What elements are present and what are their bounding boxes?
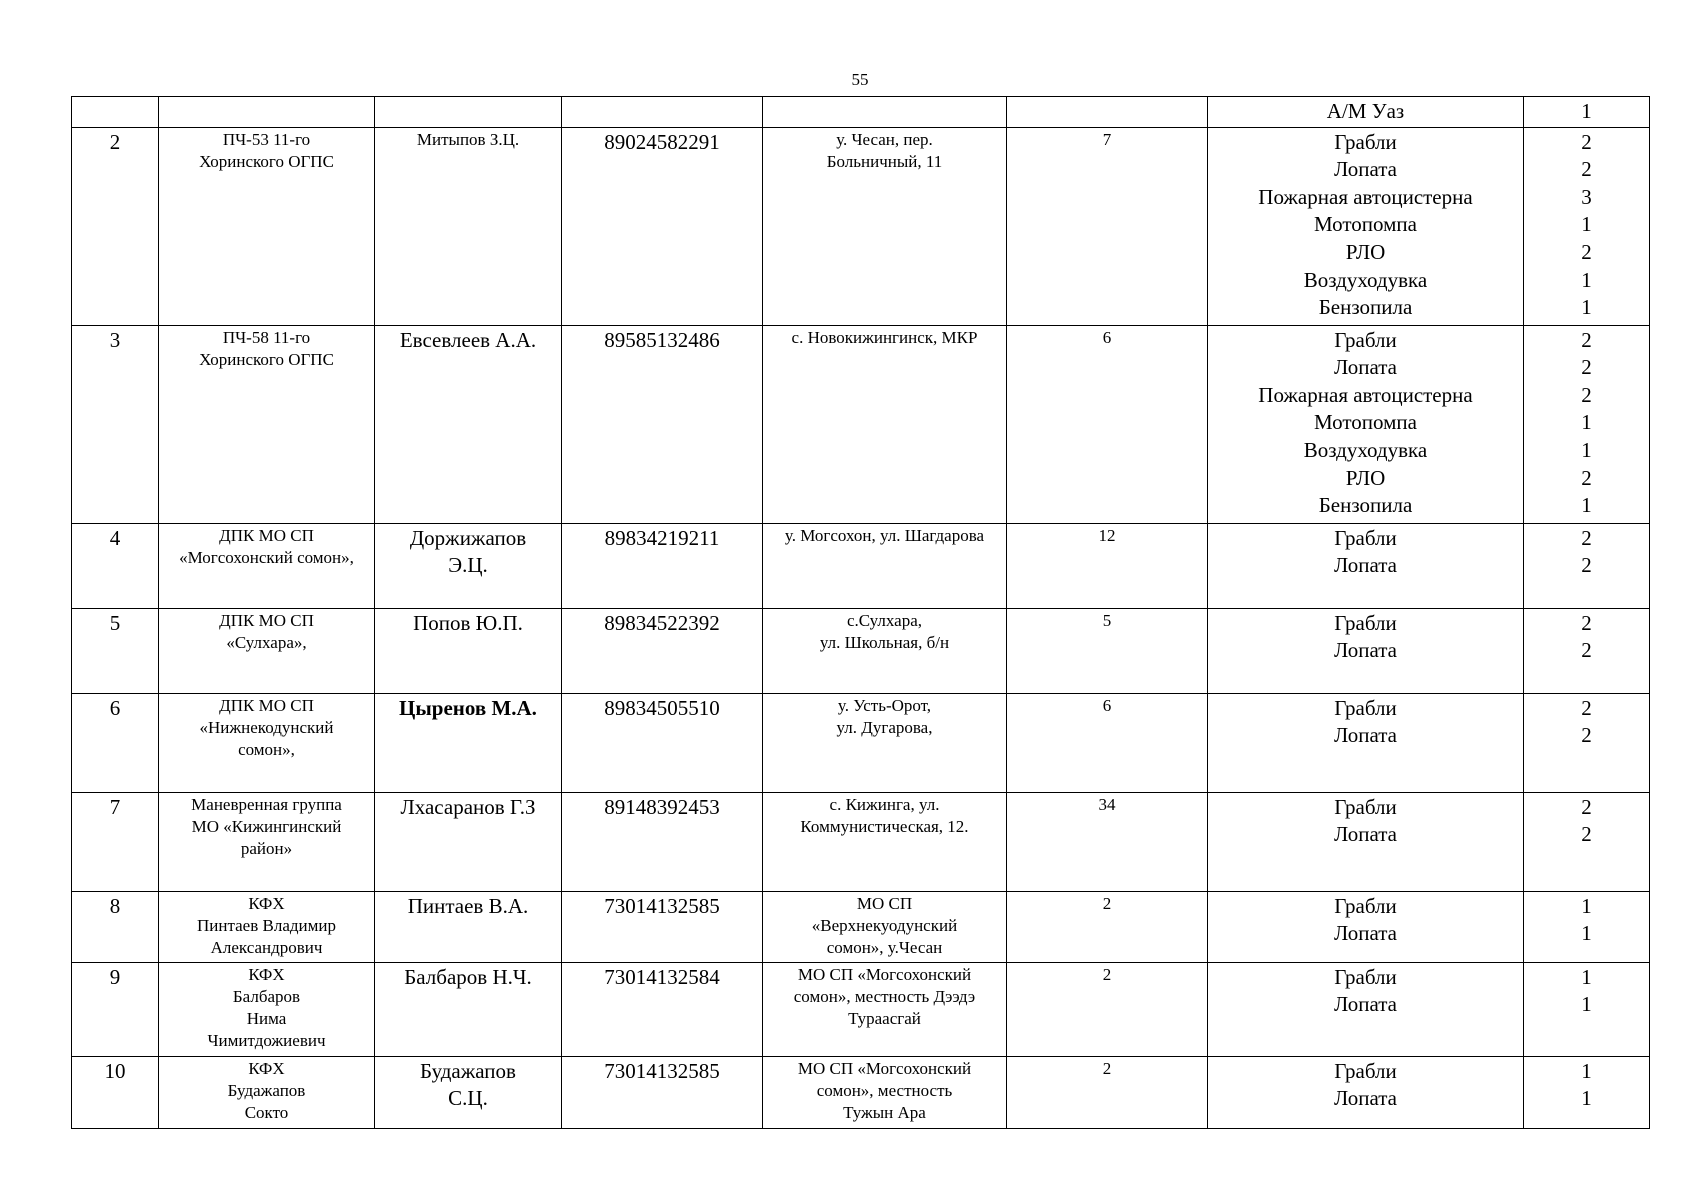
organization-cell <box>159 1056 375 1128</box>
phone-number: 73014132585 <box>604 893 720 918</box>
personnel-count-cell <box>1007 523 1208 608</box>
responsible-name: Э.Ц. <box>448 552 488 577</box>
organization-line: Хоринского ОГПС <box>199 349 334 369</box>
responsible-name: Будажапов <box>420 1058 516 1083</box>
organization-line: Пинтаев Владимир <box>197 915 336 935</box>
table-body <box>72 97 1650 1129</box>
row-number-cell <box>72 891 159 962</box>
equipment-name: РЛО <box>1345 465 1386 490</box>
organization-line: ПЧ-53 11-го <box>222 129 311 149</box>
organization-line: район» <box>240 838 293 858</box>
table-row <box>72 127 1650 325</box>
equipment-name: Лопата <box>1334 638 1397 663</box>
address-cell <box>763 962 1007 1056</box>
equipment-name: Лопата <box>1334 822 1397 847</box>
organization-line: ПЧ-58 11-го <box>222 327 311 347</box>
organization-line: Чимитдожиевич <box>207 1030 326 1050</box>
equipment-quantity: 1 <box>1581 1086 1592 1111</box>
personnel-count: 34 <box>1098 794 1116 814</box>
equipment-name: Грабли <box>1334 129 1397 154</box>
personnel-count-cell <box>1007 693 1208 792</box>
row-number-cell <box>72 523 159 608</box>
address-line: МО СП <box>856 893 913 913</box>
address-line: с. Новокижингинск, МКР <box>791 327 978 347</box>
organization-cell <box>159 127 375 325</box>
address-line: сомон», местность <box>816 1080 953 1100</box>
equipment-quantity: 2 <box>1581 129 1592 154</box>
equipment-quantity: 1 <box>1581 493 1592 518</box>
resources-table <box>71 96 1650 1129</box>
equipment-name: Грабли <box>1334 893 1397 918</box>
organization-line: «Нижнекодунский <box>199 717 334 737</box>
personnel-count-cell <box>1007 1056 1208 1128</box>
phone-cell <box>562 523 763 608</box>
personnel-count-cell <box>1007 891 1208 962</box>
responsible-cell <box>375 1056 562 1128</box>
phone-cell <box>562 97 763 128</box>
equipment-quantity: 2 <box>1581 525 1592 550</box>
table-row <box>72 523 1650 608</box>
responsible-cell <box>375 792 562 891</box>
responsible-name: Балбаров Н.Ч. <box>404 964 532 989</box>
equipment-name: Грабли <box>1334 695 1397 720</box>
equipment-quantity: 1 <box>1581 1058 1592 1083</box>
responsible-name: Пинтаев В.А. <box>407 893 529 918</box>
equipment-cell <box>1208 127 1524 325</box>
responsible-name: Митыпов З.Ц. <box>416 129 520 149</box>
organization-line: Хоринского ОГПС <box>199 151 334 171</box>
organization-line: ДПК МО СП <box>219 610 314 630</box>
address-line: ул. Школьная, б/н <box>819 632 950 652</box>
equipment-name: Мотопомпа <box>1314 410 1417 435</box>
row-number-cell <box>72 962 159 1056</box>
equipment-cell <box>1208 962 1524 1056</box>
equipment-quantity: 2 <box>1581 355 1592 380</box>
address-line: ул. Дугарова, <box>836 717 933 737</box>
address-line: сомон», у.Чесан <box>826 937 943 957</box>
row-number-cell <box>72 97 159 128</box>
responsible-cell <box>375 127 562 325</box>
personnel-count-cell <box>1007 325 1208 523</box>
address-cell <box>763 792 1007 891</box>
equipment-cell <box>1208 891 1524 962</box>
quantity-cell <box>1524 325 1650 523</box>
address-line: у. Могсохон, ул. Шагдарова <box>784 525 985 545</box>
quantity-cell <box>1524 523 1650 608</box>
phone-number: 73014132584 <box>604 964 720 989</box>
phone-cell <box>562 792 763 891</box>
organization-line: Будажапов <box>227 1080 306 1100</box>
responsible-name: Евсевлеев А.А. <box>399 327 537 352</box>
row-number: 9 <box>109 964 121 989</box>
phone-number: 89024582291 <box>604 129 720 154</box>
equipment-cell <box>1208 608 1524 693</box>
personnel-count: 7 <box>1102 129 1112 149</box>
address-line: с.Сулхара, <box>846 610 923 630</box>
row-number-cell <box>72 693 159 792</box>
organization-line: Балбаров <box>232 986 301 1006</box>
row-number-cell <box>72 792 159 891</box>
phone-cell <box>562 1056 763 1128</box>
equipment-name: Лопата <box>1334 723 1397 748</box>
equipment-quantity: 2 <box>1581 695 1592 720</box>
equipment-quantity: 2 <box>1581 465 1592 490</box>
equipment-quantity: 2 <box>1581 382 1592 407</box>
organization-cell <box>159 891 375 962</box>
table-row <box>72 693 1650 792</box>
address-line: у. Чесан, пер. <box>836 129 933 149</box>
personnel-count-cell <box>1007 962 1208 1056</box>
equipment-cell <box>1208 693 1524 792</box>
personnel-count-cell <box>1007 608 1208 693</box>
address-line: «Верхнекуодунский <box>811 915 958 935</box>
responsible-name: Лхасаранов Г.З <box>400 794 536 819</box>
equipment-quantity: 1 <box>1581 964 1592 989</box>
address-cell <box>763 325 1007 523</box>
row-number: 3 <box>109 327 121 352</box>
quantity-cell <box>1524 962 1650 1056</box>
equipment-name: Грабли <box>1334 794 1397 819</box>
organization-line: МО «Кижингинский <box>191 816 342 836</box>
equipment-quantity: 1 <box>1581 893 1592 918</box>
organization-line: «Могсохонский сомон», <box>179 547 354 567</box>
equipment-quantity: 1 <box>1581 99 1592 123</box>
table-row <box>72 325 1650 523</box>
equipment-name: Бензопила <box>1318 493 1413 518</box>
equipment-quantity: 1 <box>1581 410 1592 435</box>
phone-number: 89585132486 <box>604 327 720 352</box>
equipment-quantity: 1 <box>1581 437 1592 462</box>
equipment-quantity: 1 <box>1581 921 1592 946</box>
address-line: Больничный, 11 <box>826 151 943 171</box>
phone-cell <box>562 891 763 962</box>
quantity-cell <box>1524 792 1650 891</box>
row-number: 5 <box>109 610 121 635</box>
equipment-name: Грабли <box>1334 525 1397 550</box>
phone-cell <box>562 962 763 1056</box>
equipment-quantity: 2 <box>1581 610 1592 635</box>
phone-cell <box>562 325 763 523</box>
phone-number: 73014132585 <box>604 1058 720 1083</box>
organization-line: КФХ <box>248 964 285 984</box>
equipment-name: Пожарная автоцистерна <box>1258 382 1473 407</box>
quantity-cell <box>1524 608 1650 693</box>
organization-line: Нима <box>246 1008 287 1028</box>
personnel-count: 5 <box>1102 610 1112 630</box>
table-row <box>72 608 1650 693</box>
organization-line: ДПК МО СП <box>219 525 314 545</box>
address-cell <box>763 608 1007 693</box>
organization-line: Александрович <box>210 937 323 957</box>
equipment-name: РЛО <box>1345 239 1386 264</box>
personnel-count: 12 <box>1098 525 1116 545</box>
equipment-name: Лопата <box>1334 355 1397 380</box>
personnel-count-cell <box>1007 127 1208 325</box>
equipment-quantity: 3 <box>1581 184 1592 209</box>
equipment-name: Воздуходувка <box>1303 267 1428 292</box>
phone-number: 89834522392 <box>604 610 720 635</box>
equipment-name: Лопата <box>1334 992 1397 1017</box>
equipment-name: Пожарная автоцистерна <box>1258 184 1473 209</box>
equipment-name: Лопата <box>1334 1086 1397 1111</box>
row-number-cell <box>72 608 159 693</box>
equipment-name: Лопата <box>1334 157 1397 182</box>
table-row <box>72 1056 1650 1128</box>
responsible-name: С.Ц. <box>448 1085 488 1110</box>
phone-cell <box>562 693 763 792</box>
quantity-cell <box>1524 1056 1650 1128</box>
equipment-name: Воздуходувка <box>1303 437 1428 462</box>
personnel-count: 6 <box>1102 695 1112 715</box>
responsible-cell <box>375 693 562 792</box>
organization-cell <box>159 608 375 693</box>
responsible-cell <box>375 608 562 693</box>
row-number: 7 <box>109 794 121 819</box>
responsible-cell <box>375 962 562 1056</box>
phone-number: 89148392453 <box>604 794 720 819</box>
row-number: 6 <box>109 695 121 720</box>
quantity-cell <box>1524 127 1650 325</box>
equipment-name: Грабли <box>1334 610 1397 635</box>
organization-line: Маневренная группа <box>191 794 342 814</box>
personnel-count: 2 <box>1102 964 1112 984</box>
equipment-name: Бензопила <box>1318 295 1413 320</box>
equipment-quantity: 2 <box>1581 723 1592 748</box>
quantity-cell <box>1524 97 1650 128</box>
responsible-cell <box>375 325 562 523</box>
table-row <box>72 792 1650 891</box>
personnel-count: 2 <box>1102 893 1112 913</box>
equipment-cell <box>1208 792 1524 891</box>
equipment-quantity: 2 <box>1581 638 1592 663</box>
organization-cell <box>159 792 375 891</box>
address-cell <box>763 127 1007 325</box>
responsible-name: Попов Ю.П. <box>413 610 523 635</box>
address-line: МО СП «Могсохонский <box>797 1058 972 1078</box>
responsible-cell <box>375 523 562 608</box>
equipment-name: Грабли <box>1334 1058 1397 1083</box>
equipment-cell <box>1208 523 1524 608</box>
table-row <box>72 962 1650 1056</box>
organization-cell <box>159 962 375 1056</box>
equipment-quantity: 2 <box>1581 239 1592 264</box>
address-cell <box>763 97 1007 128</box>
row-number: 4 <box>109 525 121 550</box>
organization-cell <box>159 523 375 608</box>
address-cell <box>763 891 1007 962</box>
personnel-count: 2 <box>1102 1058 1112 1078</box>
row-number: 8 <box>109 893 121 918</box>
address-cell <box>763 523 1007 608</box>
equipment-quantity: 2 <box>1581 553 1592 578</box>
address-cell <box>763 1056 1007 1128</box>
page-number: 55 <box>851 70 869 89</box>
address-line: МО СП «Могсохонский <box>797 964 972 984</box>
equipment-cell <box>1208 97 1524 128</box>
table-row <box>72 891 1650 962</box>
quantity-cell <box>1524 891 1650 962</box>
row-number-cell <box>72 325 159 523</box>
equipment-cell <box>1208 1056 1524 1128</box>
equipment-name: Лопата <box>1334 921 1397 946</box>
organization-line: Сокто <box>244 1102 289 1122</box>
equipment-quantity: 2 <box>1581 794 1592 819</box>
row-number: 10 <box>104 1058 126 1083</box>
equipment-name: Лопата <box>1334 553 1397 578</box>
responsible-name: Цыренов М.А. <box>399 695 537 720</box>
address-line: у. Усть-Орот, <box>837 695 932 715</box>
quantity-cell <box>1524 693 1650 792</box>
equipment-quantity: 2 <box>1581 157 1592 182</box>
phone-cell <box>562 608 763 693</box>
row-number-cell <box>72 127 159 325</box>
organization-cell <box>159 97 375 128</box>
equipment-quantity: 1 <box>1581 992 1592 1017</box>
address-line: Коммунистическая, 12. <box>800 816 969 836</box>
equipment-quantity: 1 <box>1581 295 1592 320</box>
equipment-name: Грабли <box>1334 964 1397 989</box>
personnel-count-cell <box>1007 792 1208 891</box>
organization-cell <box>159 693 375 792</box>
address-line: с. Кижинга, ул. <box>829 794 940 814</box>
organization-line: КФХ <box>248 893 285 913</box>
organization-line: ДПК МО СП <box>219 695 314 715</box>
phone-cell <box>562 127 763 325</box>
phone-number: 89834505510 <box>604 695 720 720</box>
row-number-cell <box>72 1056 159 1128</box>
personnel-count: 6 <box>1102 327 1112 347</box>
address-cell <box>763 693 1007 792</box>
row-number: 2 <box>109 129 121 154</box>
equipment-quantity: 1 <box>1581 267 1592 292</box>
table-row <box>72 97 1650 128</box>
equipment-name: Мотопомпа <box>1314 212 1417 237</box>
organization-cell <box>159 325 375 523</box>
organization-line: КФХ <box>248 1058 285 1078</box>
address-line: сомон», местность Дээдэ <box>793 986 976 1006</box>
responsible-cell <box>375 891 562 962</box>
equipment-name: А/М Уаз <box>1326 99 1405 123</box>
organization-line: сомон», <box>238 739 295 759</box>
phone-number: 89834219211 <box>604 525 720 550</box>
equipment-cell <box>1208 325 1524 523</box>
address-line: Тужын Ара <box>843 1102 926 1122</box>
equipment-quantity: 2 <box>1581 822 1592 847</box>
address-line: Тураасгай <box>848 1008 921 1028</box>
equipment-quantity: 2 <box>1581 327 1592 352</box>
equipment-quantity: 1 <box>1581 212 1592 237</box>
responsible-cell <box>375 97 562 128</box>
equipment-name: Грабли <box>1334 327 1397 352</box>
responsible-name: Доржижапов <box>409 525 527 550</box>
organization-line: «Сулхара», <box>226 632 307 652</box>
personnel-count-cell <box>1007 97 1208 128</box>
